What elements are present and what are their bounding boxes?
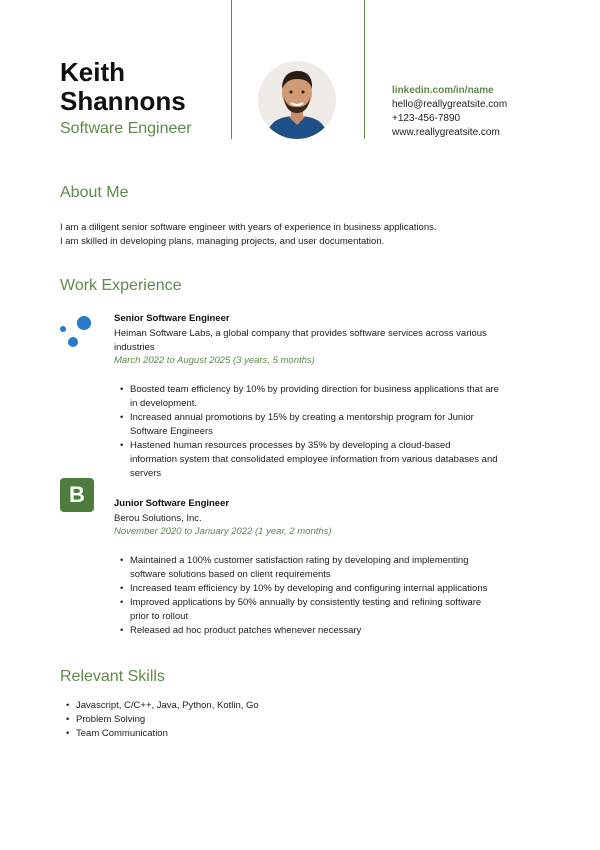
list-item: • Boosted team efficiency by 10% by providing direction for business applications that are in development. bbox=[118, 383, 500, 411]
divider-left bbox=[231, 0, 232, 139]
list-item: • Increased team efficiency by 10% by developing and configuring internal applications bbox=[118, 582, 500, 596]
senior-achievements-list bbox=[118, 383, 500, 481]
list-item: • Improved applications by 50% annually by consistently testing and refining software prior to rollout bbox=[118, 596, 500, 624]
dates-junior: November 2020 to January 2022 (1 year, 2 months) bbox=[114, 526, 332, 537]
company-berou: Berou Solutions, Inc. bbox=[114, 513, 202, 524]
job-title-junior: Junior Software Engineer bbox=[114, 498, 230, 509]
email-text[interactable]: hello@reallygreatsite.com bbox=[392, 99, 508, 110]
list-item: • Team Communication bbox=[62, 727, 259, 741]
about-heading: About Me bbox=[60, 184, 129, 201]
job-title-senior: Senior Software Engineer bbox=[114, 313, 230, 324]
list-item: • Problem Solving bbox=[62, 713, 259, 727]
website-link[interactable]: www.reallygreatsite.com bbox=[392, 127, 500, 138]
phone-text: +123-456-7890 bbox=[392, 113, 461, 124]
first-name: Keith bbox=[60, 57, 125, 87]
portrait-illustration bbox=[258, 61, 336, 139]
job-title: Software Engineer bbox=[60, 120, 192, 137]
berou-logo-icon: B bbox=[60, 478, 94, 512]
work-experience-heading: Work Experience bbox=[60, 277, 182, 294]
heiman-logo-icon bbox=[58, 313, 98, 353]
list-item: • Released ad hoc product patches whenever necessary bbox=[118, 624, 500, 638]
company-heiman: Heiman Software Labs, a global company that provides software services across various industries bbox=[114, 328, 487, 353]
contact-block bbox=[392, 84, 507, 140]
dates-senior: March 2022 to August 2025 (3 years, 5 months) bbox=[114, 355, 315, 366]
candidate-name bbox=[60, 58, 186, 116]
list-item: • Javascript, C/C++, Java, Python, Kotlin, Go bbox=[62, 699, 259, 713]
junior-achievements-list bbox=[118, 554, 500, 638]
skills-list bbox=[62, 699, 259, 741]
about-line: I am skilled in developing plans, managing projects, and user documentation. bbox=[60, 236, 385, 247]
divider-right bbox=[364, 0, 365, 139]
linkedin-link[interactable]: linkedin.com/in/name bbox=[392, 85, 494, 96]
list-item: • Maintained a 100% customer satisfaction rating by developing and implementing software solutions based on client requirements bbox=[118, 554, 500, 582]
list-item: • Increased annual promotions by 15% by creating a mentorship program for Junior Software Engineers bbox=[118, 411, 500, 439]
about-text bbox=[60, 221, 540, 249]
profile-photo bbox=[258, 61, 336, 139]
last-name: Shannons bbox=[60, 86, 186, 116]
list-item: • Hastened human resources processes by 35% by developing a cloud-based information system that consolidated employee information from various databases and servers bbox=[118, 439, 500, 481]
about-line: I am a diligent senior software engineer with years of experience in business applications. bbox=[60, 222, 437, 233]
skills-heading: Relevant Skills bbox=[60, 668, 165, 685]
